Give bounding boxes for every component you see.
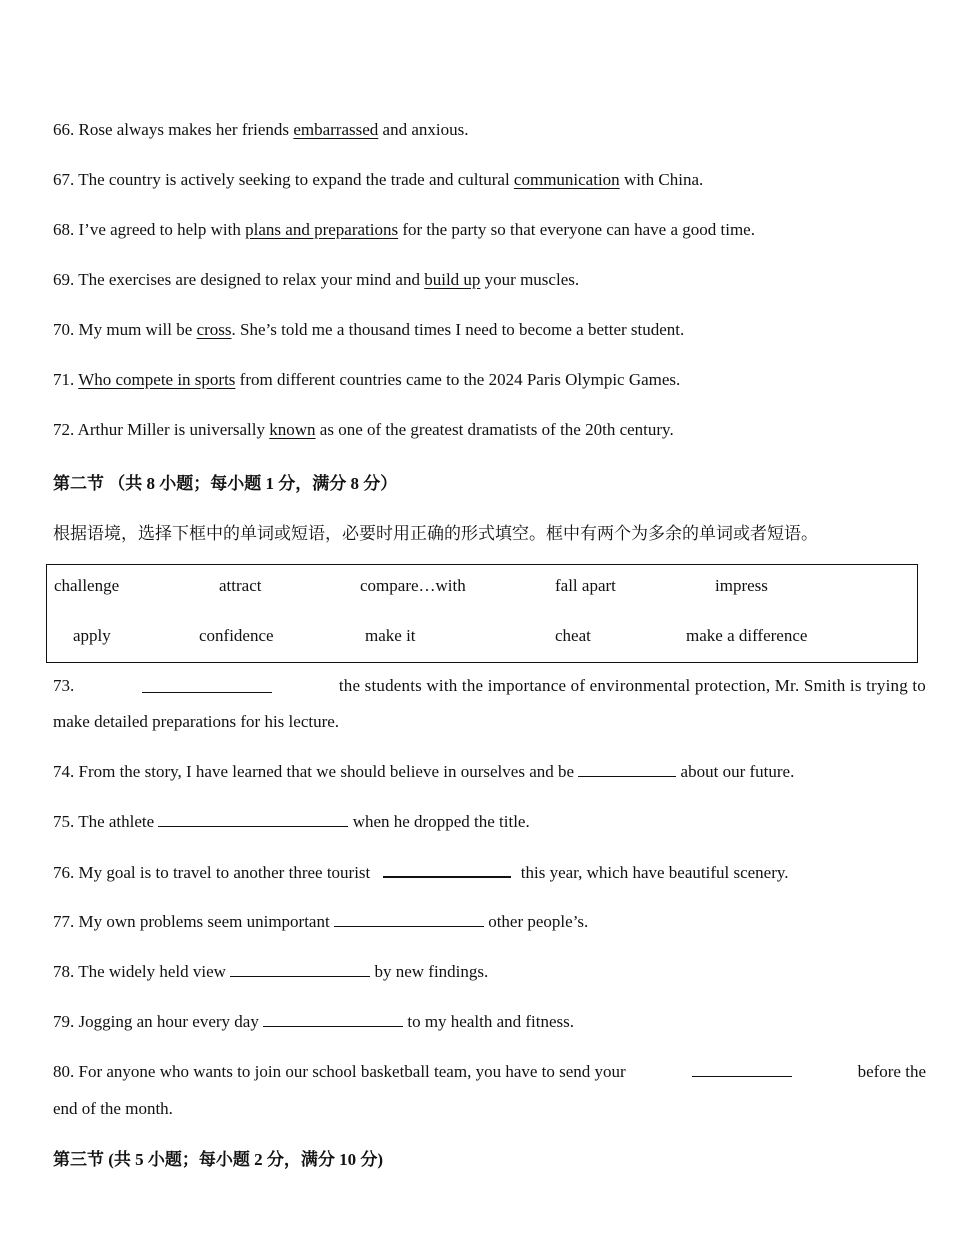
item-text: 78. The widely held view (53, 962, 226, 981)
word-option: make a difference (686, 626, 808, 645)
item-number: 70. (53, 320, 75, 339)
word-option: make it (365, 626, 416, 645)
item-number: 73. (53, 676, 75, 695)
word-option: cheat (555, 626, 591, 645)
answer-blank[interactable] (578, 762, 676, 777)
item-text: My mum will be (78, 320, 193, 339)
answer-blank[interactable] (158, 812, 348, 827)
item-text: 80. For anyone who wants to join our school basketball team, you have to send your (53, 1062, 626, 1081)
item-80 (53, 1062, 926, 1082)
underlined-phrase: cross (196, 320, 232, 339)
word-box (46, 564, 918, 663)
answer-blank[interactable] (383, 862, 511, 878)
item-69 (53, 270, 579, 290)
underlined-phrase: plans and preparations (245, 220, 399, 239)
item-text: the students with the importance of environmental protection, Mr. Smith is trying to (338, 676, 926, 695)
item-text: 75. The athlete (53, 812, 155, 831)
item-72 (53, 420, 674, 440)
item-text: . She’s told me a thousand times I need to become a better student. (231, 320, 685, 339)
item-66 (53, 120, 468, 140)
underlined-phrase: build up (424, 270, 481, 289)
item-73-continued: make detailed preparations for his lecture. (53, 712, 340, 731)
item-text: as one of the greatest dramatists of the 20th century. (319, 420, 674, 439)
item-number: 71. (53, 370, 75, 389)
item-text: by new findings. (374, 962, 489, 981)
item-79 (53, 1012, 574, 1032)
item-text: to my health and fitness. (407, 1012, 575, 1031)
section2-heading: 第二节 （共 8 小题；每小题 1 分，满分 8 分） (53, 474, 398, 493)
section3-heading: 第三节 (共 5 小题；每小题 2 分，满分 10 分) (53, 1150, 384, 1169)
item-text: 77. My own problems seem unimportant (53, 912, 330, 931)
item-text: about our future. (680, 762, 795, 781)
item-text: The exercises are designed to relax your mind and (78, 270, 420, 289)
word-option: impress (715, 576, 768, 595)
item-68 (53, 220, 755, 240)
item-text: from different countries came to the 2024 Paris Olympic Games. (239, 370, 681, 389)
underlined-phrase: known (269, 420, 316, 439)
item-text: before the (857, 1062, 926, 1081)
answer-blank[interactable] (142, 678, 272, 693)
underlined-phrase: communication (513, 170, 620, 189)
item-text: 76. My goal is to travel to another three tourist (53, 863, 371, 882)
item-80-continued: end of the month. (53, 1099, 173, 1118)
item-number: 72. (53, 420, 75, 439)
item-76 (53, 862, 789, 883)
item-number: 69. (53, 270, 75, 289)
word-option: challenge (54, 576, 120, 595)
item-text: with China. (623, 170, 704, 189)
item-text: Rose always makes her friends (78, 120, 290, 139)
item-78 (53, 962, 488, 982)
item-text: your muscles. (484, 270, 580, 289)
item-text: this year, which have beautiful scenery. (520, 863, 789, 882)
item-text: when he dropped the title. (352, 812, 530, 831)
item-73 (53, 676, 926, 696)
answer-blank[interactable] (230, 962, 370, 977)
item-70 (53, 320, 684, 340)
underlined-phrase: Who compete in sports (78, 370, 236, 389)
underlined-phrase: embarrassed (293, 120, 379, 139)
item-text: and anxious. (382, 120, 469, 139)
word-option: fall apart (555, 576, 616, 595)
item-number: 67. (53, 170, 75, 189)
item-75 (53, 812, 530, 832)
word-option: attract (219, 576, 262, 595)
item-67 (53, 170, 703, 190)
item-text: 74. From the story, I have learned that we should believe in ourselves and be (53, 762, 575, 781)
item-text: for the party so that everyone can have a good time. (402, 220, 755, 239)
item-text: 79. Jogging an hour every day (53, 1012, 259, 1031)
item-number: 68. (53, 220, 75, 239)
item-number: 66. (53, 120, 75, 139)
item-text: I’ve agreed to help with (78, 220, 241, 239)
item-74 (53, 762, 794, 782)
word-option: confidence (199, 626, 274, 645)
item-text: other people’s. (488, 912, 589, 931)
word-option: apply (73, 626, 111, 645)
item-77 (53, 912, 588, 932)
item-text: Arthur Miller is universally (77, 420, 266, 439)
item-71 (53, 370, 680, 390)
word-option: compare…with (360, 576, 466, 595)
answer-blank[interactable] (692, 1062, 792, 1077)
item-text: The country is actively seeking to expand the trade and cultural (78, 170, 510, 189)
section2-instructions: 根据语境，选择下框中的单词或短语，必要时用正确的形式填空。框中有两个为多余的单词或者短语。 (53, 524, 818, 543)
answer-blank[interactable] (263, 1012, 403, 1027)
answer-blank[interactable] (334, 912, 484, 927)
